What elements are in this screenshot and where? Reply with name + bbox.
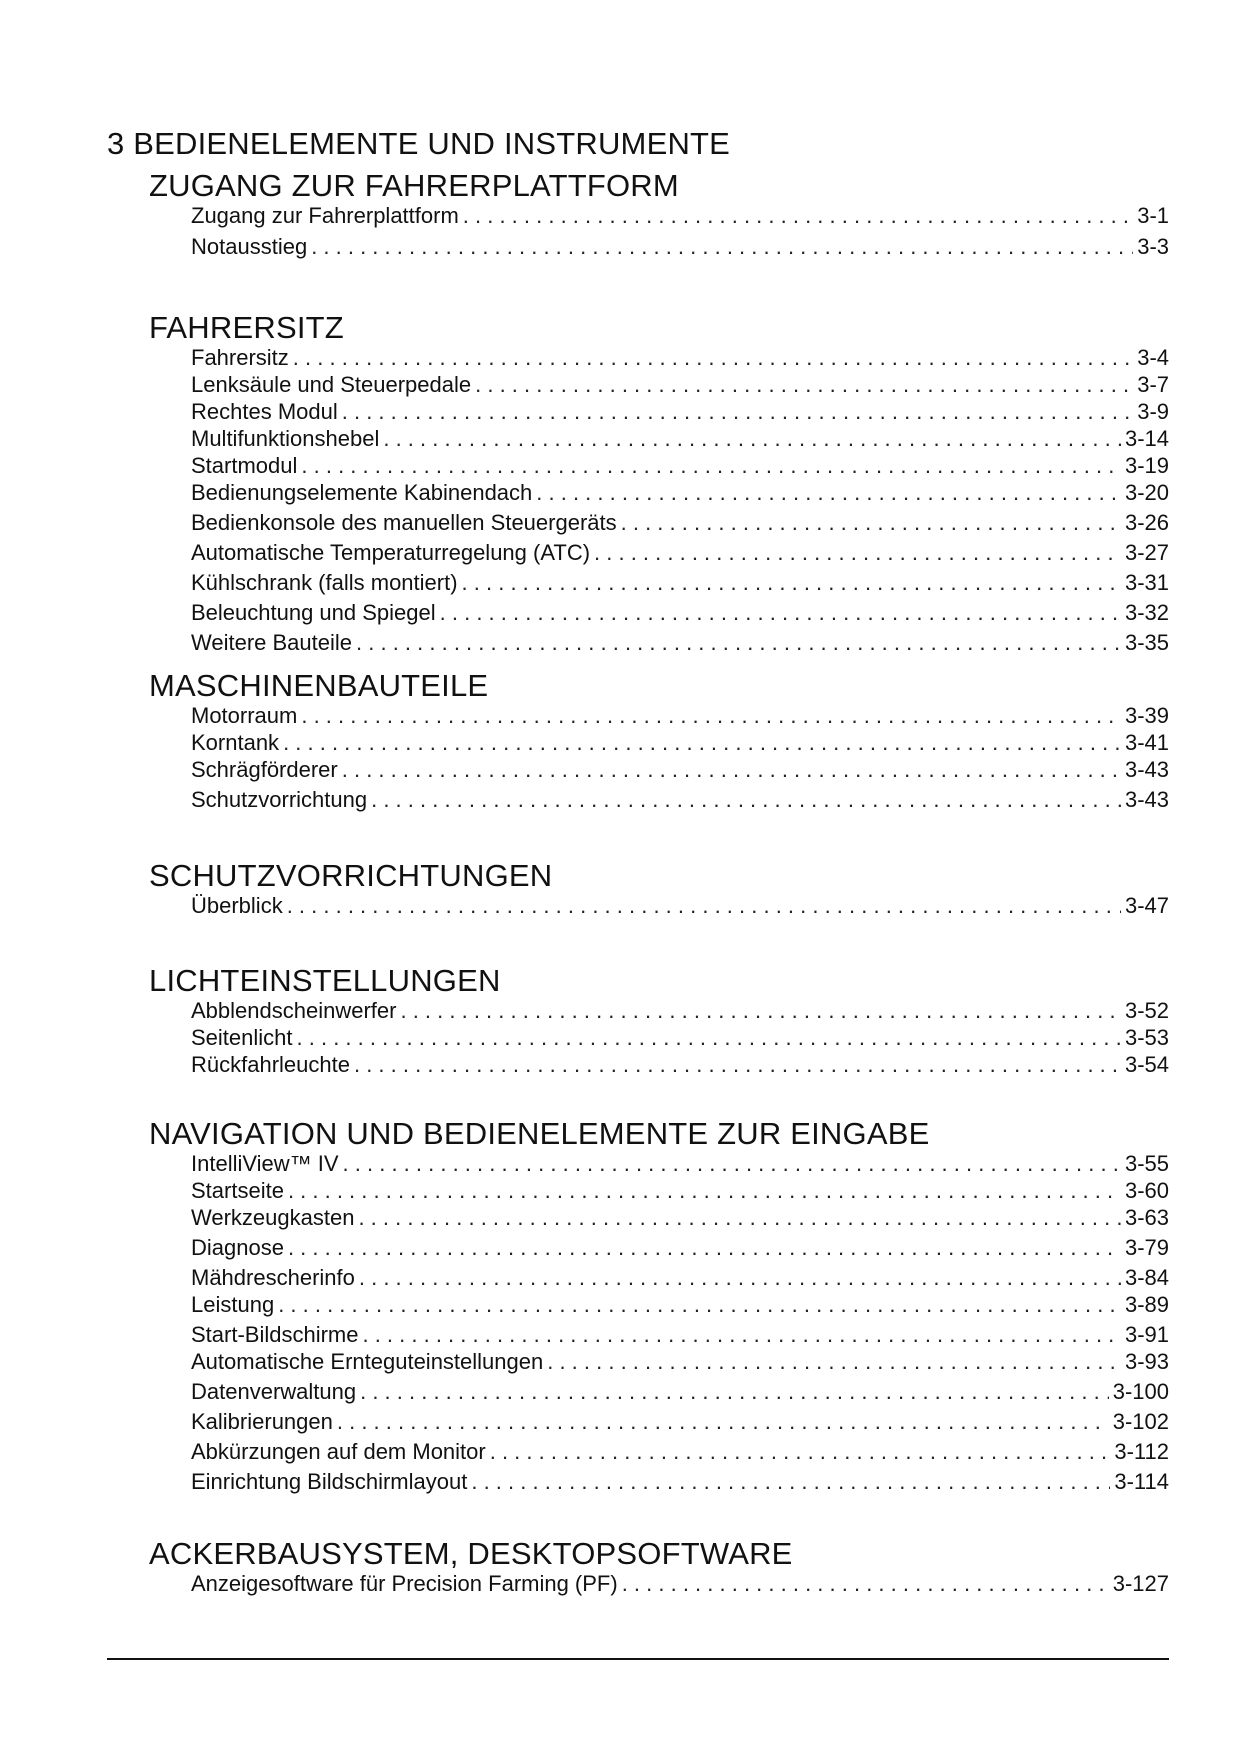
dot-leader (283, 729, 1121, 756)
entry-label: Start-Bildschirme (191, 1322, 359, 1347)
entry-label: Weitere Bauteile (191, 630, 353, 655)
entry-label: Rechtes Modul (191, 399, 338, 424)
dot-leader (356, 629, 1121, 656)
toc-entry[interactable] (191, 344, 1169, 371)
entry-label: Kühlschrank (falls montiert) (191, 570, 458, 595)
entry-label: Anzeigesoftware für Precision Farming (PF) (191, 1571, 618, 1596)
toc-entry[interactable] (191, 1378, 1169, 1405)
entry-page: 3-43 (1124, 757, 1169, 782)
toc-entry[interactable] (191, 599, 1169, 626)
entry-label: Abkürzungen auf dem Monitor (191, 1439, 486, 1464)
toc-section (149, 963, 1169, 1078)
entry-label: Mähdrescherinfo (191, 1265, 355, 1290)
entry-page: 3-41 (1124, 730, 1169, 755)
entry-page: 3-91 (1124, 1322, 1169, 1347)
dot-leader (288, 1234, 1121, 1261)
toc-entry[interactable] (191, 1348, 1169, 1375)
entry-page: 3-79 (1124, 1235, 1169, 1260)
toc-section (149, 310, 1169, 656)
entry-page: 3-47 (1124, 893, 1169, 918)
dot-leader (547, 1348, 1121, 1375)
dot-leader (354, 1051, 1121, 1078)
dot-leader (342, 398, 1133, 425)
toc-entry[interactable] (191, 1264, 1169, 1291)
entry-label: Kalibrierungen (191, 1409, 333, 1434)
entry-page: 3-39 (1124, 703, 1169, 728)
toc-entry[interactable] (191, 729, 1169, 756)
entry-label: Zugang zur Fahrerplattform (191, 203, 459, 228)
entry-page: 3-43 (1124, 787, 1169, 812)
toc-entry[interactable] (191, 997, 1169, 1024)
entry-label: Bedienkonsole des manuellen Steuergeräts (191, 510, 617, 535)
entry-page: 3-102 (1112, 1409, 1169, 1434)
entry-page: 3-84 (1124, 1265, 1169, 1290)
dot-leader (311, 233, 1133, 260)
entry-label: Schrägförderer (191, 757, 338, 782)
section-title: FAHRERSITZ (149, 310, 344, 345)
entry-label: Startmodul (191, 453, 298, 478)
dot-leader (383, 425, 1121, 452)
toc-section (149, 1536, 1169, 1597)
toc-entry[interactable] (191, 539, 1169, 566)
dot-leader (371, 786, 1121, 813)
dot-leader (287, 892, 1121, 919)
toc-entry[interactable] (191, 892, 1169, 919)
toc-entry[interactable] (191, 569, 1169, 596)
entry-label: Abblendscheinwerfer (191, 998, 397, 1023)
entry-label: Korntank (191, 730, 280, 755)
toc-entry[interactable] (191, 202, 1169, 229)
chapter-title: 3 BEDIENELEMENTE UND INSTRUMENTE (107, 126, 731, 161)
section-title: NAVIGATION UND BEDIENELEMENTE ZUR EINGABE (149, 1116, 930, 1151)
dot-leader (301, 452, 1121, 479)
entry-label: IntelliView™ IV (191, 1151, 339, 1176)
entry-page: 3-3 (1137, 234, 1169, 259)
toc-entry[interactable] (191, 1321, 1169, 1348)
section-title: ACKERBAUSYSTEM, DESKTOPSOFTWARE (149, 1536, 793, 1571)
entry-page: 3-54 (1124, 1052, 1169, 1077)
entry-page: 3-14 (1124, 426, 1169, 451)
toc-entry[interactable] (191, 425, 1169, 452)
toc-entry[interactable] (191, 1051, 1169, 1078)
dot-leader (360, 1378, 1109, 1405)
dot-leader (463, 202, 1133, 229)
toc-entry[interactable] (191, 1204, 1169, 1231)
entry-page: 3-114 (1114, 1469, 1169, 1494)
dot-leader (471, 1468, 1110, 1495)
toc-entry[interactable] (191, 786, 1169, 813)
entry-label: Werkzeugkasten (191, 1205, 355, 1230)
entry-page: 3-127 (1112, 1571, 1169, 1596)
entry-label: Schutzvorrichtung (191, 787, 368, 812)
entry-page: 3-7 (1137, 372, 1169, 397)
entry-page: 3-93 (1124, 1349, 1169, 1374)
section-title: ZUGANG ZUR FAHRERPLATTFORM (149, 168, 679, 203)
toc-section (149, 1116, 1169, 1495)
toc-entry[interactable] (191, 1177, 1169, 1204)
dot-leader (278, 1291, 1121, 1318)
dot-leader (594, 539, 1121, 566)
entry-page: 3-100 (1112, 1379, 1169, 1404)
toc-entry[interactable] (191, 1291, 1169, 1318)
toc-entry[interactable] (191, 371, 1169, 398)
toc-entry[interactable] (191, 1150, 1169, 1177)
entry-label: Bedienungselemente Kabinendach (191, 480, 533, 505)
dot-leader (342, 756, 1121, 783)
entry-page: 3-112 (1114, 1439, 1169, 1464)
entry-label: Rückfahrleuchte (191, 1052, 350, 1077)
entry-label: Seitenlicht (191, 1025, 293, 1050)
entry-page: 3-1 (1137, 203, 1169, 228)
entry-label: Leistung (191, 1292, 275, 1317)
toc-entry[interactable] (191, 509, 1169, 536)
section-title: SCHUTZVORRICHTUNGEN (149, 858, 553, 893)
entry-page: 3-9 (1137, 399, 1169, 424)
toc-entry[interactable] (191, 1408, 1169, 1435)
entry-label: Automatische Ernteguteinstellungen (191, 1349, 544, 1374)
entry-label: Beleuchtung und Spiegel (191, 600, 436, 625)
section-title: MASCHINENBAUTEILE (149, 668, 489, 703)
toc-entry[interactable] (191, 702, 1169, 729)
entry-label: Datenverwaltung (191, 1379, 357, 1404)
dot-leader (288, 1177, 1121, 1204)
dot-leader (337, 1408, 1109, 1435)
toc-section (149, 668, 1169, 813)
toc-entry[interactable] (191, 1438, 1169, 1465)
entry-page: 3-19 (1124, 453, 1169, 478)
dot-leader (400, 997, 1120, 1024)
toc-section (149, 168, 1169, 260)
section-title: LICHTEINSTELLUNGEN (149, 963, 501, 998)
entry-label: Diagnose (191, 1235, 284, 1260)
dot-leader (475, 371, 1133, 398)
entry-page: 3-32 (1124, 600, 1169, 625)
dot-leader (343, 1150, 1121, 1177)
toc-section (149, 858, 1169, 919)
entry-page: 3-27 (1124, 540, 1169, 565)
entry-label: Überblick (191, 893, 283, 918)
toc-entry[interactable] (191, 756, 1169, 783)
entry-page: 3-60 (1124, 1178, 1169, 1203)
entry-page: 3-55 (1124, 1151, 1169, 1176)
entry-label: Motorraum (191, 703, 298, 728)
dot-leader (490, 1438, 1111, 1465)
entry-page: 3-52 (1124, 998, 1169, 1023)
entry-label: Lenksäule und Steuerpedale (191, 372, 472, 397)
dot-leader (536, 479, 1121, 506)
entry-label: Einrichtung Bildschirmlayout (191, 1469, 468, 1494)
footer-rule (107, 1658, 1169, 1660)
entry-page: 3-31 (1124, 570, 1169, 595)
dot-leader (359, 1264, 1121, 1291)
entry-label: Notausstieg (191, 234, 308, 259)
entry-label: Startseite (191, 1178, 284, 1203)
entry-page: 3-63 (1124, 1205, 1169, 1230)
toc-entry[interactable] (191, 233, 1169, 260)
dot-leader (622, 1570, 1109, 1597)
entry-page: 3-53 (1124, 1025, 1169, 1050)
toc-entry[interactable] (191, 1570, 1169, 1597)
dot-leader (358, 1204, 1121, 1231)
entry-label: Fahrersitz (191, 345, 289, 370)
dot-leader (301, 702, 1121, 729)
dot-leader (293, 344, 1133, 371)
entry-page: 3-26 (1124, 510, 1169, 535)
entry-page: 3-35 (1124, 630, 1169, 655)
dot-leader (362, 1321, 1120, 1348)
dot-leader (297, 1024, 1121, 1051)
toc-entry[interactable] (191, 479, 1169, 506)
entry-page: 3-20 (1124, 480, 1169, 505)
toc-entry[interactable] (191, 1468, 1169, 1495)
entry-label: Multifunktionshebel (191, 426, 380, 451)
entry-label: Automatische Temperaturregelung (ATC) (191, 540, 591, 565)
toc-entry[interactable] (191, 452, 1169, 479)
toc-entry[interactable] (191, 1234, 1169, 1261)
entry-page: 3-4 (1137, 345, 1169, 370)
dot-leader (621, 509, 1121, 536)
dot-leader (462, 569, 1121, 596)
toc-entry[interactable] (191, 629, 1169, 656)
dot-leader (440, 599, 1121, 626)
toc-entry[interactable] (191, 1024, 1169, 1051)
entry-page: 3-89 (1124, 1292, 1169, 1317)
toc-entry[interactable] (191, 398, 1169, 425)
